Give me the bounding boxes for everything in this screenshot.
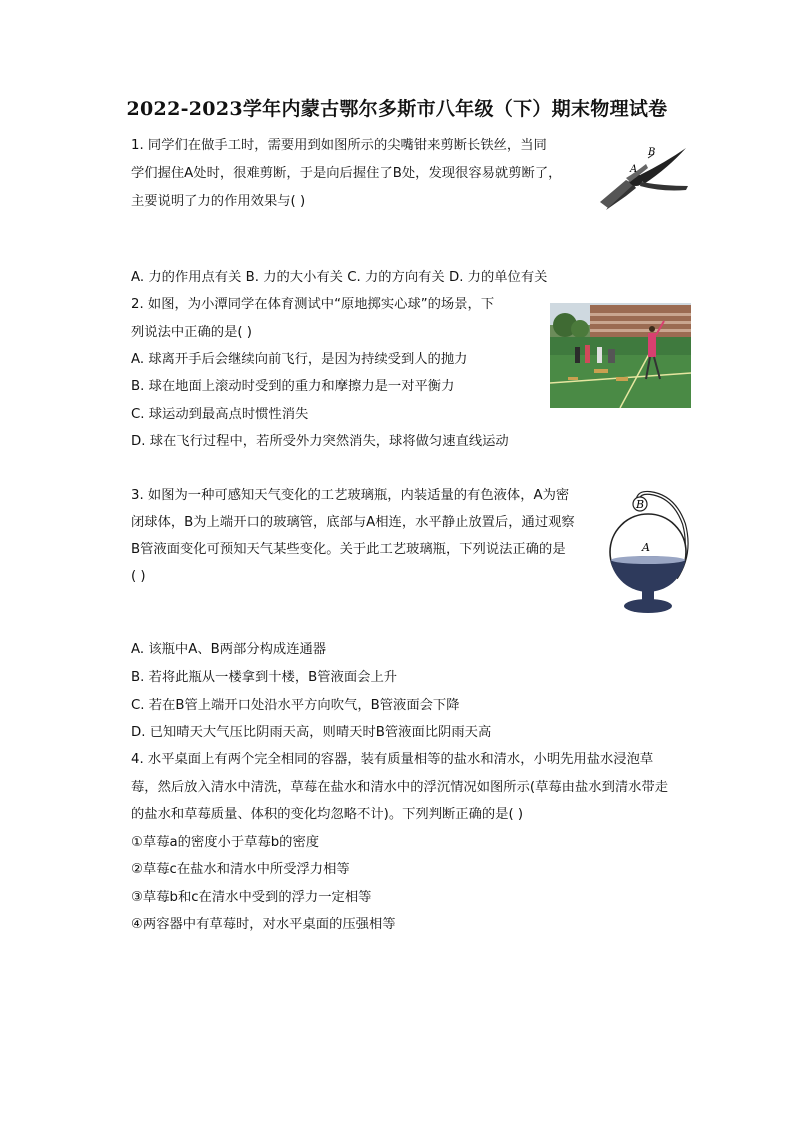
q1-stem-line-3: 主要说明了力的作用效果与( ) [131,194,306,209]
q2-option-b: B. 球在地面上滚动时受到的重力和摩擦力是一对平衡力 [131,379,455,394]
q3-option-a: A. 该瓶中A、B两部分构成连通器 [131,642,327,657]
q2-option-c: C. 球运动到最高点时惯性消失 [131,407,309,422]
q4-stem-line-1: 4. 水平桌面上有两个完全相同的容器，装有质量相等的盐水和清水，小明先用盐水浸泡草 [131,752,654,767]
q2-stem-line-1: 2. 如图，为小潭同学在体育测试中“原地掷实心球”的场景，下 [131,297,495,312]
q3-option-d: D. 已知晴天大气压比阴雨天高，则晴天时B管液面比阴雨天高 [131,725,492,740]
pliers-label-a: A [630,164,638,175]
q3-stem-line-2: 闭球体，B为上端开口的玻璃管，底部与A相连，水平静止放置后，通过观察 [131,515,575,530]
weather-glass-figure [604,490,696,618]
q4-statement-4: ④两容器中有草莓时，对水平桌面的压强相等 [131,917,396,932]
q4-statement-3: ③草莓b和c在清水中受到的浮力一定相等 [131,890,372,905]
q1-stem-line-1: 1. 同学们在做手工时，需要用到如图所示的尖嘴钳来剪断长铁丝，当同 [131,138,547,153]
q4-stem-line-3: 的盐水和草莓质量、体积的变化均忽略不计)。下列判断正确的是( ) [131,807,524,822]
q3-stem-line-4: ( ) [131,569,146,584]
q3-option-b: B. 若将此瓶从一楼拿到十楼，B管液面会上升 [131,670,398,685]
q4-statement-2: ②草莓c在盐水和清水中所受浮力相等 [131,862,350,877]
q1-stem-line-2: 学们握住A处时，很难剪断，于是向后握住了B处，发现很容易就剪断了， [131,166,562,181]
q2-option-d: D. 球在飞行过程中，若所受外力突然消失，球将做匀速直线运动 [131,434,509,449]
pliers-label-b: B [648,147,656,158]
q4-stem-line-2: 莓，然后放入清水中清洗，草莓在盐水和清水中的浮沉情况如图所示(草莓由盐水到清水带走 [131,780,669,795]
shot-put-photo [550,303,691,408]
q2-option-a: A. 球离开手后会继续向前飞行，是因为持续受到人的抛力 [131,352,468,367]
glass-label-b: B [636,498,645,511]
q3-stem-line-1: 3. 如图为一种可感知天气变化的工艺玻璃瓶，内装适量的有色液体，A为密 [131,488,570,503]
q2-stem-line-2: 列说法中正确的是( ) [131,325,252,340]
q4-statement-1: ①草莓a的密度小于草莓b的密度 [131,835,320,850]
q1-options: A. 力的作用点有关 B. 力的大小有关 C. 力的方向有关 D. 力的单位有关 [131,270,548,285]
pliers-figure [596,142,696,214]
q3-option-c: C. 若在B管上端开口处沿水平方向吹气，B管液面会下降 [131,698,460,713]
q3-stem-line-3: B管液面变化可预知天气某些变化。关于此工艺玻璃瓶，下列说法正确的是 [131,542,566,557]
page-title: 2022-2023学年内蒙古鄂尔多斯市八年级（下）期末物理试卷 [126,98,668,120]
glass-label-a: A [642,541,650,554]
